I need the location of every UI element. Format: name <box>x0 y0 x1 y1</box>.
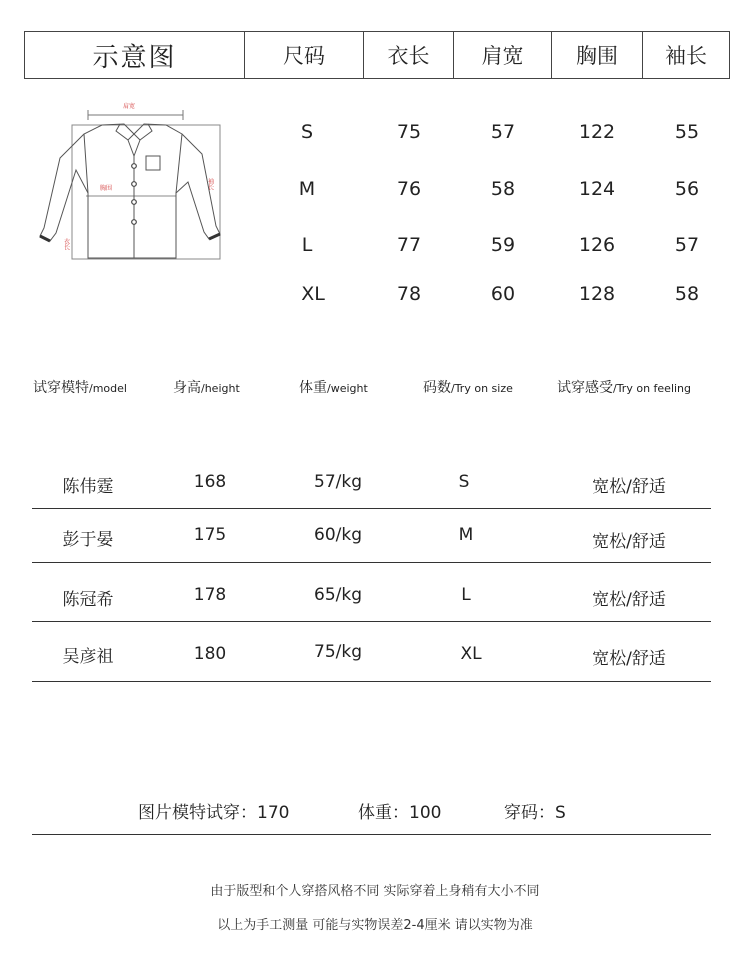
size-sleeve: 57 <box>674 234 700 256</box>
model-row <box>32 509 711 563</box>
model-table-header <box>0 377 750 401</box>
size-chest: 128 <box>578 283 616 305</box>
size-length: 78 <box>396 283 422 305</box>
size-chest: 124 <box>578 178 616 200</box>
size-shoulder: 57 <box>490 121 516 143</box>
model-name: 吴彦祖 <box>62 647 114 667</box>
header-try-size: 码数/Try on size <box>423 380 513 396</box>
header-chest: 胸围 <box>552 32 643 78</box>
size-label: M <box>298 178 316 200</box>
header-model: 试穿模特/model <box>33 380 127 396</box>
model-height: 168 <box>193 472 227 492</box>
size-label: XL <box>301 283 325 305</box>
measurement-note: 以上为手工测量 可能与实物误差2-4厘米 请以实物为准 <box>217 918 533 933</box>
model-height: 180 <box>193 644 227 664</box>
header-diagram: 示意图 <box>25 32 245 78</box>
size-length: 77 <box>396 234 422 256</box>
size-sleeve: 56 <box>674 178 700 200</box>
photo-model-weight: 体重：100 <box>358 803 442 823</box>
button-icon <box>132 164 137 169</box>
model-weight: 65/kg <box>314 585 362 605</box>
model-weight: 75/kg <box>314 642 362 662</box>
header-weight: 体重/weight <box>299 380 368 396</box>
photo-model-height: 图片模特试穿：170 <box>138 803 290 823</box>
model-weight: 57/kg <box>314 472 362 492</box>
size-row <box>0 283 750 313</box>
size-row <box>0 178 750 208</box>
model-feeling: 宽松/舒适 <box>592 649 666 669</box>
header-height: 身高/height <box>173 380 240 396</box>
header-size: 尺码 <box>245 32 364 78</box>
header-shoulder: 肩宽 <box>454 32 552 78</box>
button-icon <box>132 220 137 225</box>
model-feeling: 宽松/舒适 <box>592 477 666 497</box>
model-height: 178 <box>193 585 227 605</box>
photo-model-info <box>32 792 711 835</box>
model-name: 彭于晏 <box>62 530 114 550</box>
fit-note: 由于版型和个人穿搭风格不同 实际穿着上身稍有大小不同 <box>210 884 540 899</box>
header-try-feeling: 试穿感受/Try on feeling <box>557 380 692 396</box>
header-length: 衣长 <box>364 32 454 78</box>
model-row <box>32 622 711 682</box>
model-height: 175 <box>193 525 227 545</box>
model-name: 陈伟霆 <box>62 477 114 497</box>
size-shoulder: 60 <box>490 283 516 305</box>
size-table-header <box>24 31 730 79</box>
model-row <box>32 563 711 622</box>
model-feeling: 宽松/舒适 <box>592 532 666 552</box>
diagram-label-shoulder: 肩宽 <box>123 103 136 110</box>
size-shoulder: 58 <box>490 178 516 200</box>
model-size: L <box>461 585 471 605</box>
size-sleeve: 55 <box>674 121 700 143</box>
model-row <box>32 448 711 509</box>
model-feeling: 宽松/舒适 <box>592 590 666 610</box>
model-weight: 60/kg <box>314 525 362 545</box>
model-size: M <box>458 525 474 545</box>
header-sleeve: 袖长 <box>665 44 707 68</box>
model-size: S <box>458 472 470 492</box>
diagram-label-chest: 胸围 <box>100 185 113 192</box>
size-chest: 126 <box>578 234 616 256</box>
size-label: S <box>300 121 314 143</box>
model-size: XL <box>460 644 482 664</box>
model-name: 陈冠希 <box>62 590 114 610</box>
size-length: 75 <box>396 121 422 143</box>
size-shoulder: 59 <box>490 234 516 256</box>
size-row <box>0 234 750 264</box>
size-chest: 122 <box>578 121 616 143</box>
size-sleeve: 58 <box>674 283 700 305</box>
photo-model-size: 穿码：S <box>504 803 566 823</box>
size-row <box>0 121 750 151</box>
diagram-label-sleeve: 袖长 <box>206 178 214 190</box>
size-length: 76 <box>396 178 422 200</box>
size-label: L <box>301 234 313 256</box>
diagram-label-length: 衣长 <box>62 238 70 250</box>
